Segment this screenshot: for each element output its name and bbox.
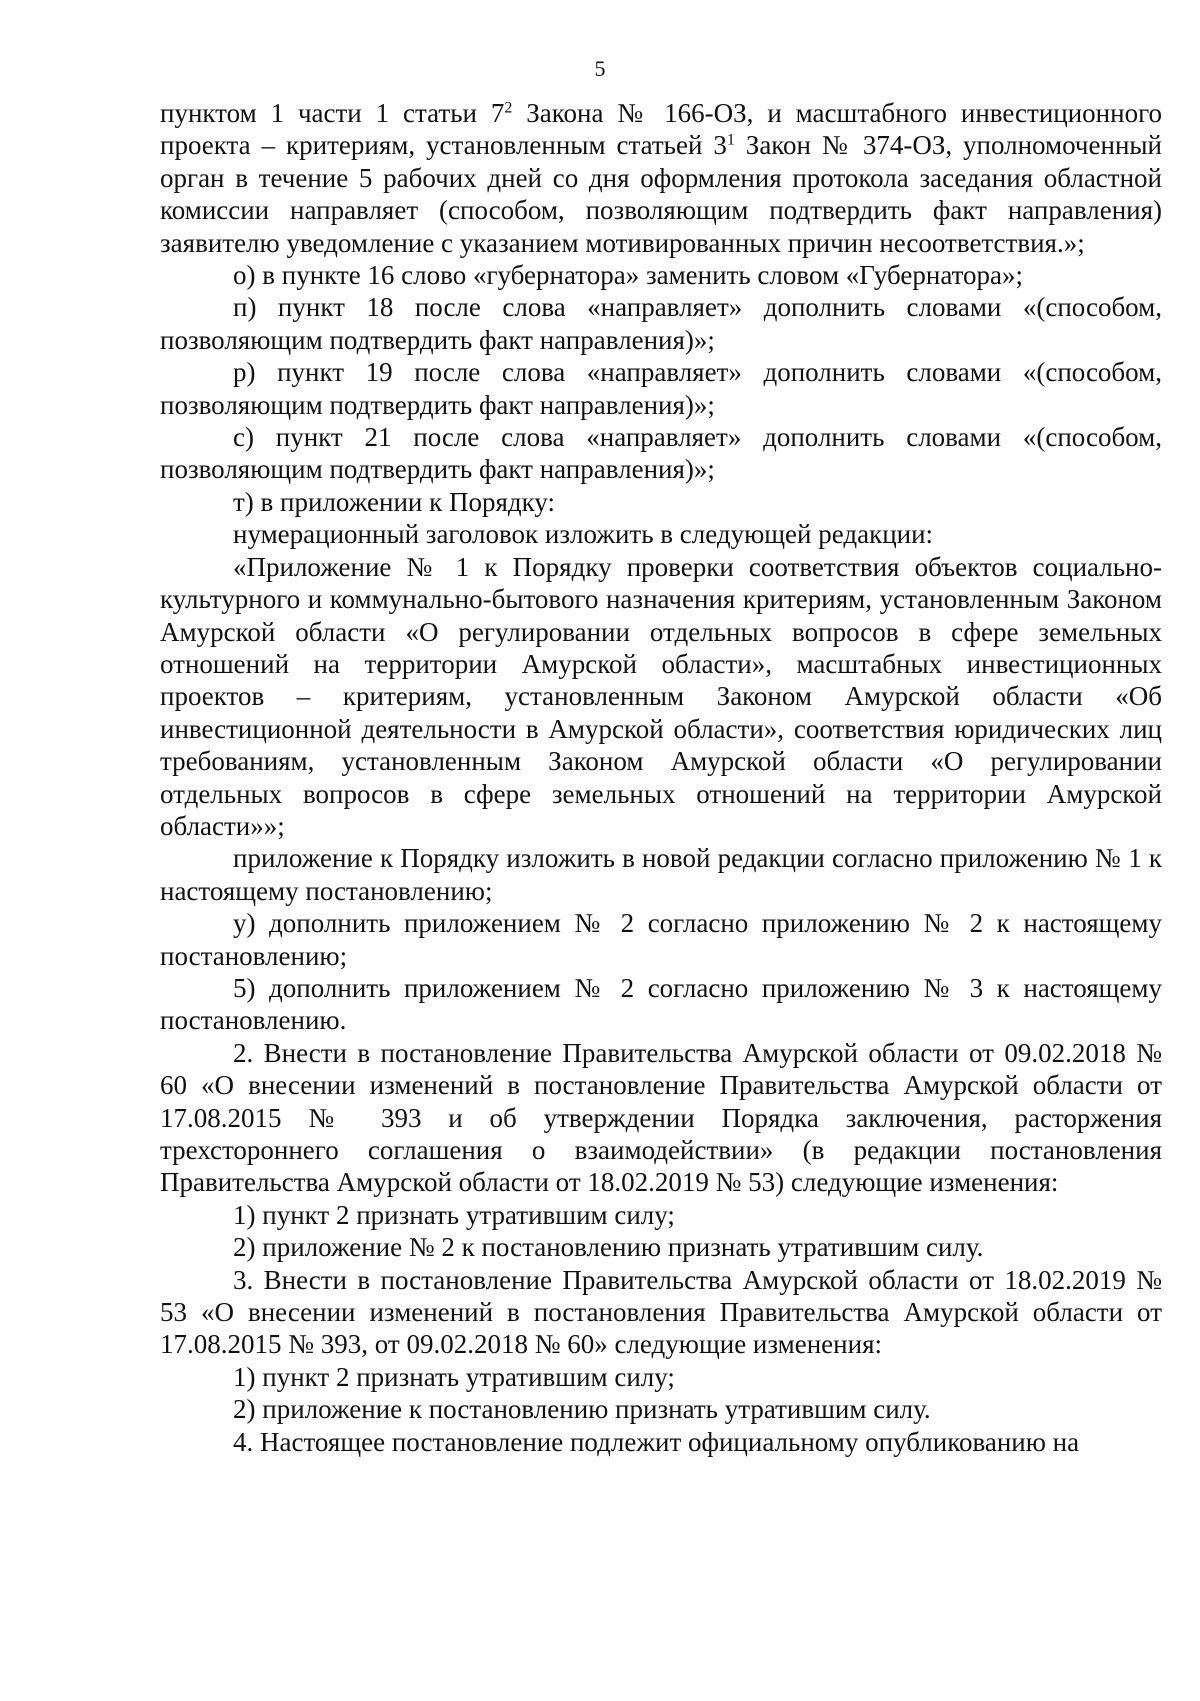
paragraph-section-3-item-2: 2) приложение к постановлению признать утратившим силу.	[233, 1394, 931, 1425]
paragraph-item-o: о) в пункте 16 слово «губернатора» заменить словом «Губернатора»;	[233, 260, 1024, 291]
paragraph-section-3: 3. Внести в постановление Правительства Амурской области от 18.02.2019 № 53 «О внесении изменений в постановления Правительства Амурской области от 17.08.2015 № 393, от 09.02.2018 № 60» следующие изменения:	[160, 1264, 1162, 1360]
paragraph-section-2-item-2: 2) приложение № 2 к постановлению признать утратившим силу.	[233, 1232, 984, 1263]
superscript-1: 1	[726, 131, 735, 149]
paragraph-item-t: т) в приложении к Порядку:	[233, 486, 556, 517]
paragraph-heading-instruction: нумерационный заголовок изложить в следующей редакции:	[233, 519, 934, 550]
paragraph-item-p: п) пункт 18 после слова «направляет» дополнить словами «(способом, позволяющим подтвердить факт направления)»;	[160, 292, 1162, 355]
paragraph-new-edition: приложение к Порядку изложить в новой редакции согласно приложению № 1 к настоящему постановлению;	[160, 843, 1162, 906]
paragraph-continuation: пунктом 1 части 1 статьи $7^2$ Закона № 166-ОЗ, и масштабного инвестиционного проекта – критериям, установленным статьей $3^1$ Закон № 374-ОЗ, уполномоченный орган в течение 5 рабочих дней со дня оформления протокола заседания областной комиссии направляет (способом, позволяющим подтвердить факт направления) заявителю уведомление с указанием мотивированных причин несоответствия.»;	[160, 98, 1162, 258]
paragraph-section-2: 2. Внести в постановление Правительства Амурской области от 09.02.2018 № 60 «О внесении изменений в постановление Правительства Амурской области от 17.08.2015 № 393 и об утверждении Порядка заключения, расторжения трехстороннего соглашения о взаимодействии» (в редакции постановления Правительства Амурской области от 18.02.2019 № 53) следующие изменения:	[160, 1037, 1162, 1198]
page-number: 5	[594, 56, 606, 81]
paragraph-section-2-item-1: 1) пункт 2 признать утратившим силу;	[233, 1199, 675, 1230]
paragraph-section-3-item-1: 1) пункт 2 признать утратившим силу;	[233, 1361, 675, 1392]
paragraph-item-r: р) пункт 19 после слова «направляет» дополнить словами «(способом, позволяющим подтвердить факт направления)»;	[160, 357, 1162, 420]
paragraph-item-s: с) пункт 21 после слова «направляет» дополнить словами «(способом, позволяющим подтвердить факт направления)»;	[160, 422, 1162, 485]
document-body	[160, 97, 1162, 1458]
paragraph-item-u: у) дополнить приложением № 2 согласно приложению № 2 к настоящему постановлению;	[160, 908, 1162, 971]
superscript-2: 2	[504, 99, 513, 117]
paragraph-quoted-heading: «Приложение № 1 к Порядку проверки соответствия объектов социально-культурного и коммунально-бытового назначения критериям, установленным Законом Амурской области «О регулировании отдельных вопросов в сфере земельных отношений на территории Амурской области», масштабных инвестиционных проектов – критериям, установленным Законом Амурской области «Об инвестиционной деятельности в Амурской области», соответствия юридических лиц требованиям, установленным Законом Амурской области «О регулировании отдельных вопросов в сфере земельных отношений на территории Амурской области»»;	[160, 551, 1162, 841]
paragraph-item-5: 5) дополнить приложением № 2 согласно приложению № 3 к настоящему постановлению.	[160, 972, 1162, 1036]
paragraph-section-4: 4. Настоящее постановление подлежит официальному опубликованию на	[233, 1426, 1080, 1457]
